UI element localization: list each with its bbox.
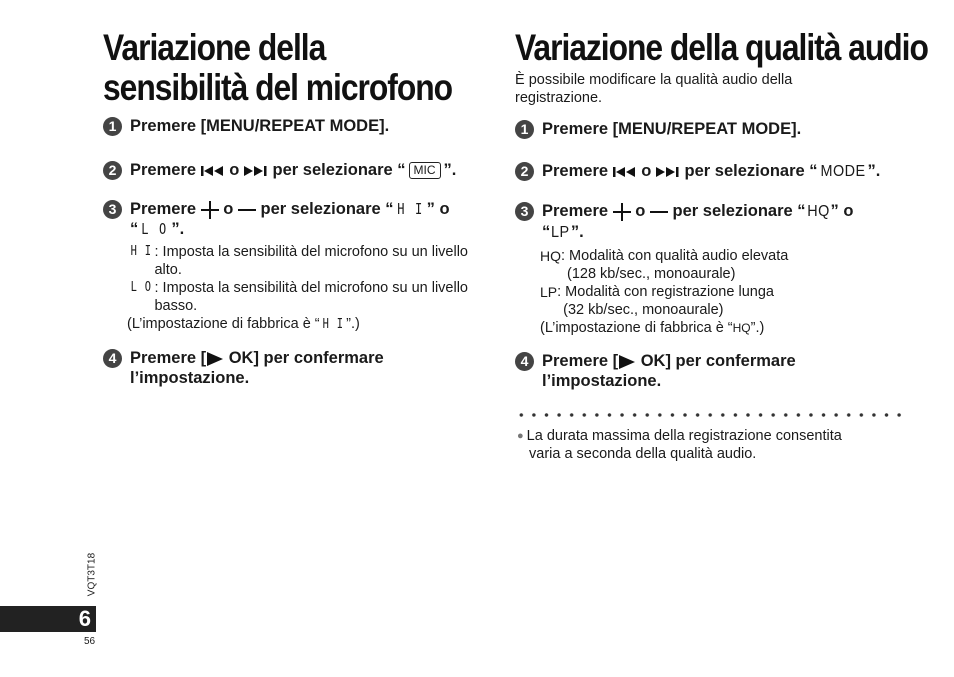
right-step-4: 4 Premere [ OK] per confermare l’impostazione. <box>515 351 910 391</box>
mic-sensitivity-title: Variazione della sensibilità del microfono <box>103 27 453 108</box>
skip-forward-icon <box>244 165 268 177</box>
note: ● La durata massima della registrazione consentita varia a seconda della qualità audio. <box>517 428 842 462</box>
plus-icon <box>201 201 219 219</box>
right-descriptions <box>515 247 910 337</box>
lp-display: LP <box>551 224 570 241</box>
dotted-separator <box>515 410 907 420</box>
play-icon <box>206 352 224 366</box>
skip-forward-icon <box>656 166 680 178</box>
right-column <box>515 27 928 391</box>
mic-menu-label: MIC <box>409 162 441 179</box>
right-step-2: 2 Premere o per selezionare “ MODE ”. <box>515 161 910 182</box>
lo-display: L O <box>141 220 169 238</box>
step-number: 1 <box>103 117 122 136</box>
left-step-2: 2 Premere o per selezionare “ MIC ”. <box>103 160 495 180</box>
hq-description: HQ : Modalità con qualità audio elevata (128 kb/sec., monoaurale) <box>540 248 789 282</box>
step-number: 3 <box>103 200 122 219</box>
step-number: 2 <box>103 161 122 180</box>
model-code: VQT3T18 <box>86 552 98 597</box>
left-descriptions <box>103 243 495 334</box>
page-number: 56 <box>84 636 96 647</box>
left-factory-setting: (L’impostazione di fabbrica è “ H I ”.) <box>127 316 360 332</box>
audio-quality-intro: È possibile modificare la qualità audio della registrazione. <box>515 72 793 106</box>
plus-icon <box>613 203 631 221</box>
right-factory-setting: (L’impostazione di fabbrica è “HQ”.) <box>540 320 765 336</box>
step-number: 4 <box>103 349 122 368</box>
left-column <box>103 28 495 388</box>
lo-description: L O : Imposta la sensibilità del microfono su un livello basso. <box>130 280 468 314</box>
step-number: 3 <box>515 202 534 221</box>
step-number: 1 <box>515 120 534 139</box>
bullet-icon: ● <box>517 430 524 442</box>
right-step-3: 3 Premere o per selezionare “HQ” o “LP”. <box>515 201 910 243</box>
skip-back-icon <box>201 165 225 177</box>
hq-display: HQ <box>806 203 830 220</box>
left-step-4: 4 Premere [ OK] per confermare l’impostazione. <box>103 348 495 388</box>
hi-display: H I <box>396 200 424 218</box>
minus-icon <box>238 201 256 219</box>
skip-back-icon <box>613 166 637 178</box>
right-step-1: 1 Premere [MENU/REPEAT MODE]. <box>515 119 910 139</box>
left-step-3: 3 Premere o per selezionare “ H I ” o “ L O ”. <box>103 199 495 239</box>
lp-description: LP : Modalità con registrazione lunga (32 kb/sec., monoaurale) <box>540 284 774 318</box>
mode-display: MODE <box>820 163 866 180</box>
minus-icon <box>650 203 668 221</box>
step-number: 2 <box>515 162 534 181</box>
left-step-1: 1 Premere [MENU/REPEAT MODE]. <box>103 116 495 136</box>
audio-quality-title: Variazione della qualità audio <box>515 27 928 68</box>
page-tab: 6 <box>0 606 96 632</box>
hi-description: H I : Imposta la sensibilità del microfono su un livello alto. <box>130 244 468 278</box>
step-number: 4 <box>515 352 534 371</box>
play-icon <box>618 355 636 369</box>
